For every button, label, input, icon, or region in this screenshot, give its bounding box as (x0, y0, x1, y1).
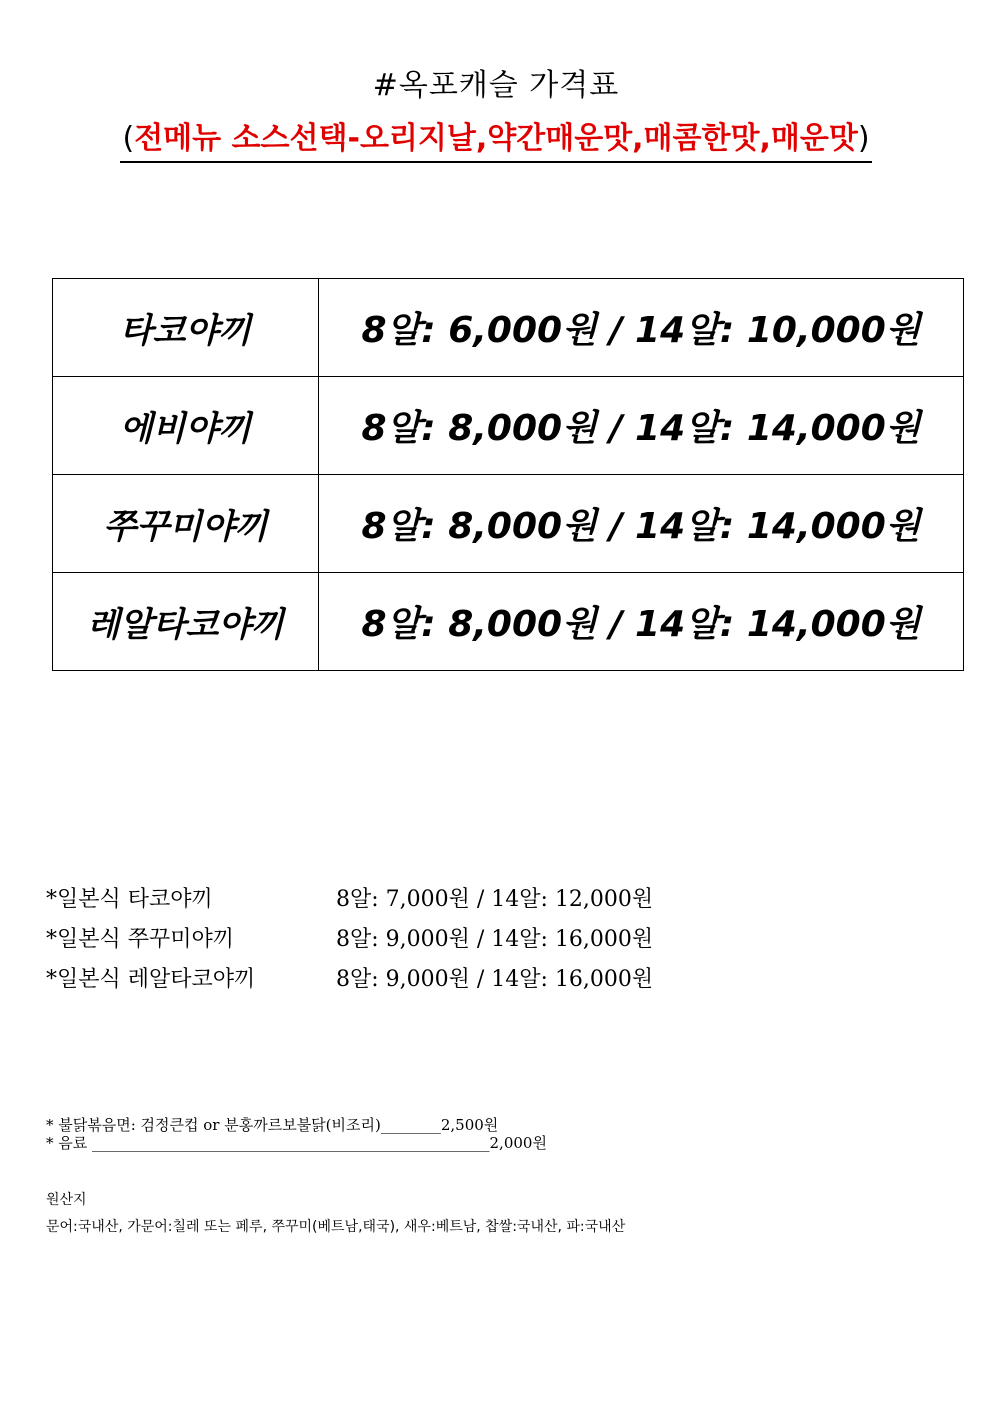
sauce-notice-text: 전메뉴 소스선택-오리지날,약간매운맛,매콤한맛,매운맛 (134, 121, 858, 156)
origin-heading: 원산지 (46, 1192, 87, 1208)
table-row (53, 279, 964, 377)
table-row (53, 475, 964, 573)
menu-price: 8알: 8,000원 / 14알: 14,000원 (319, 475, 964, 573)
menu-price: 8알: 6,000원 / 14알: 10,000원 (319, 279, 964, 377)
extras-list (46, 1116, 547, 1152)
sauce-notice-close-paren: ) (857, 121, 870, 156)
japanese-item-name: *일본식 타코야끼 (46, 887, 213, 912)
extra-item: * 음료 _____________________________________________________2,000원 (46, 1134, 547, 1152)
list-item (46, 960, 653, 1000)
menu-name: 타코야끼 (53, 279, 319, 377)
extra-item: * 불닭볶음면: 검정큰컵 or 분홍까르보불닭(비조리)________2,500원 (46, 1116, 499, 1134)
menu-name: 레알타코야끼 (53, 573, 319, 671)
origin-text: 문어:국내산, 가문어:칠레 또는 페루, 쭈꾸미(베트남,태국), 새우:베트남, 찹쌀:국내산, 파:국내산 (46, 1219, 626, 1235)
sauce-notice-open-paren: ( (122, 121, 135, 156)
menu-price: 8알: 8,000원 / 14알: 14,000원 (319, 377, 964, 475)
table-row (53, 573, 964, 671)
menu-name: 쭈꾸미야끼 (53, 475, 319, 573)
list-item (46, 920, 653, 960)
page-title: #옥포캐슬 가격표 (372, 68, 620, 103)
japanese-item-price: 8알: 9,000원 / 14알: 16,000원 (336, 967, 654, 992)
origin-section (46, 1188, 625, 1238)
price-table (52, 278, 964, 671)
japanese-item-name: *일본식 레알타코야끼 (46, 967, 256, 992)
table-row (53, 377, 964, 475)
sauce-notice-underline (120, 118, 871, 163)
menu-price: 8알: 8,000원 / 14알: 14,000원 (319, 573, 964, 671)
sauce-notice (0, 118, 992, 163)
japanese-style-list (46, 880, 653, 1000)
japanese-item-price: 8알: 9,000원 / 14알: 16,000원 (336, 927, 654, 952)
japanese-item-name: *일본식 쭈꾸미야끼 (46, 927, 235, 952)
japanese-item-price: 8알: 7,000원 / 14알: 12,000원 (336, 887, 654, 912)
list-item (46, 880, 653, 920)
menu-name: 에비야끼 (53, 377, 319, 475)
